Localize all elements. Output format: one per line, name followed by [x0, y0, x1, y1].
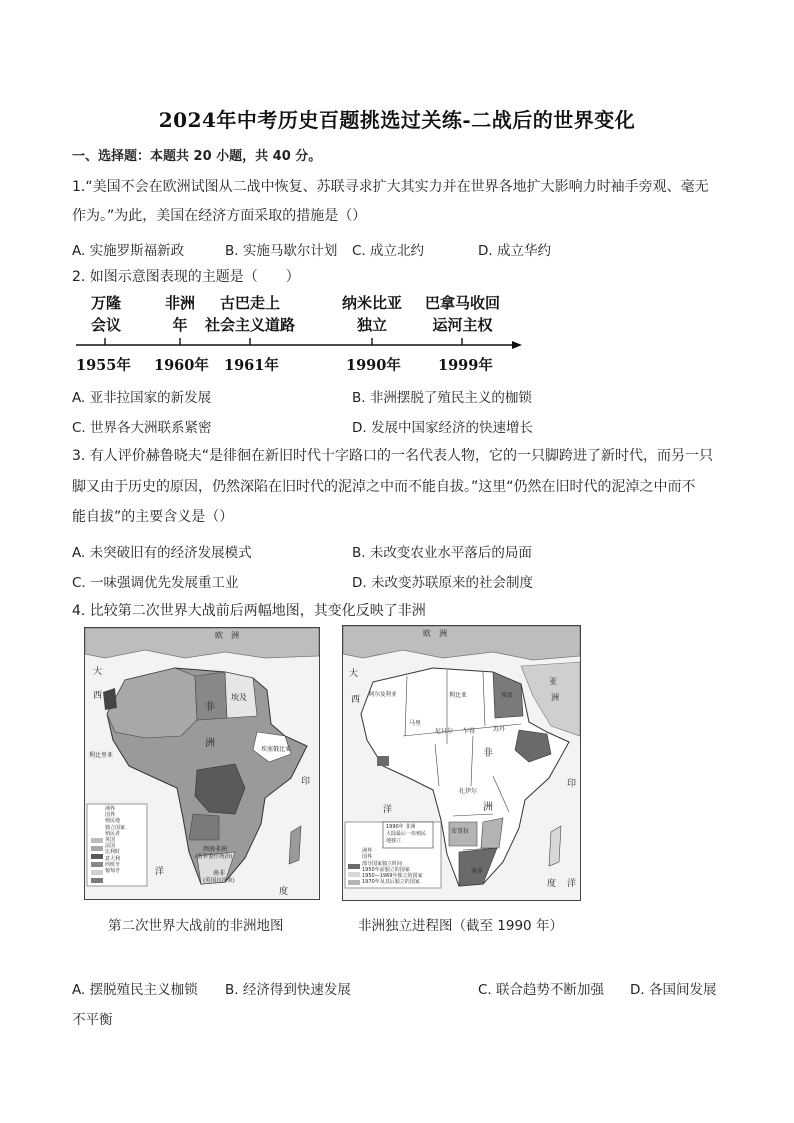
map-legend: 洲界 国界 殖民地 独立国家 殖民者 英国 法国 比利时 意大利 西班牙 葡萄牙: [105, 806, 126, 875]
map-label: 亚: [549, 677, 557, 686]
timeline-year: 1999年: [438, 357, 493, 374]
timeline: [70, 290, 530, 380]
map-label: 南非: [471, 868, 484, 875]
map-label: (英国自治领): [203, 878, 235, 884]
timeline-event-label: 纳米比亚 独立: [341, 294, 402, 334]
q4-stem: 4. 比较第二次世界大战前后两幅地图，其变化反映了非洲: [72, 603, 426, 619]
q2-option-b[interactable]: B. 非洲摆脱了殖民主义的枷锁: [352, 390, 532, 406]
q3-option-b[interactable]: B. 未改变农业水平落后的局面: [352, 545, 532, 561]
page-title: 2024年中考历史百题挑选过关练-二战后的世界变化: [158, 108, 636, 132]
map-label: 苏丹: [493, 726, 506, 733]
q2-option-c[interactable]: C. 世界各大洲联系紧密: [72, 420, 212, 436]
timeline-event-label: 万隆 会议: [90, 294, 121, 334]
timeline-event-label: 非洲 年: [164, 294, 195, 334]
map-label: 大: [93, 667, 103, 677]
map-label: 阿尔及利亚: [369, 692, 397, 698]
map-legend: 洲界 国界 部分国家独立时间 1950年前独立的国家 1950—1969年独立的国家 1970年及其后独立的国家: [362, 848, 423, 886]
map-label: 非: [483, 748, 493, 759]
q4-option-b[interactable]: B. 经济得到快速发展: [225, 982, 351, 998]
map-label: 洲: [551, 693, 559, 702]
map-label: 西: [93, 691, 103, 701]
q3-stem-line2: 脚又由于历史的原因，仍然深陷在旧时代的泥淖之中而不能自拔。”这里“仍然在旧时代的泥淖之中而不: [72, 479, 696, 495]
map-label: 利比里亚: [89, 752, 114, 759]
q1-option-c[interactable]: C. 成立北约: [352, 243, 425, 259]
q3-option-a[interactable]: A. 未突破旧有的经济发展模式: [72, 545, 252, 561]
timeline-event-label: 古巴走上 社会主义道路: [204, 294, 295, 334]
map-label: 度: [547, 879, 557, 889]
section-heading: 一、选择题：本题共 20 小题，共 40 分。: [72, 149, 322, 164]
map-label: 埃塞俄比亚: [261, 746, 292, 753]
map-label: 欧: [423, 629, 431, 638]
map-label: 洲: [205, 738, 215, 749]
timeline-axis: [70, 334, 530, 354]
q3-stem-line1: 3. 有人评价赫鲁晓夫“是徘徊在新旧时代十字路口的一名代表人物，它的一只脚跨进了新时代，而另一只: [72, 448, 714, 464]
map-label: 利比亚: [449, 692, 468, 699]
q4-option-d-continued: 不平衡: [72, 1012, 113, 1028]
map2-caption: 非洲独立进程图（截至 1990 年）: [358, 918, 563, 934]
map-label: 度: [279, 887, 289, 897]
q4-option-c[interactable]: C. 联合趋势不断加强: [478, 982, 605, 998]
q1-option-d[interactable]: D. 成立华约: [478, 243, 551, 259]
map-label: 洲: [231, 631, 239, 640]
map-label: 西南非洲: [203, 846, 228, 853]
q1-stem-line2: 作为。”为此，美国在经济方面采取的措施是（）: [72, 208, 367, 224]
timeline-year: 1961年: [224, 357, 279, 374]
map1-caption: 第二次世界大战前的非洲地图: [108, 918, 284, 934]
map-label: 马里: [409, 720, 422, 727]
map-label: 印: [301, 777, 311, 787]
map-label: 洋: [383, 805, 393, 815]
q2-option-d[interactable]: D. 发展中国家经济的快速增长: [352, 420, 533, 436]
q3-option-c[interactable]: C. 一味强调优先发展重工业: [72, 575, 239, 591]
q3-stem-line3: 能自拔”的主要含义是（）: [72, 509, 234, 525]
map-label: 扎伊尔: [459, 788, 478, 795]
map-label: 洲: [483, 802, 493, 813]
q1-option-b[interactable]: B. 实施马歇尔计划: [225, 243, 338, 259]
map-label: 南非: [213, 870, 226, 877]
q3-option-d[interactable]: D. 未改变苏联原来的社会制度: [352, 575, 533, 591]
map-label: 安哥拉: [451, 828, 470, 835]
q2-option-a[interactable]: A. 亚非拉国家的新发展: [72, 390, 212, 406]
map-note: 1990年 非洲 大陆最后一块殖民 地独立: [386, 824, 427, 844]
map-label: 西: [351, 695, 361, 705]
timeline-year: 1990年: [346, 357, 401, 374]
q4-option-d[interactable]: D. 各国间发展: [630, 982, 717, 998]
q2-stem: 2. 如图示意图表现的主题是（ ）: [72, 269, 300, 285]
map-label: 大: [349, 669, 359, 679]
q4-option-a[interactable]: A. 摆脱殖民主义枷锁: [72, 982, 198, 998]
timeline-year: 1960年: [154, 357, 209, 374]
q1-option-a[interactable]: A. 实施罗斯福新政: [72, 243, 185, 259]
map-label: 尼日尔: [435, 728, 454, 735]
map-africa-before-ww2: [84, 627, 320, 900]
map-label: 乍得: [463, 728, 476, 735]
map-africa-independence: [342, 625, 581, 901]
map-label: 欧: [215, 631, 223, 640]
map-label: (南非委任统治): [195, 854, 233, 860]
map-label: 埃及: [231, 693, 247, 702]
map-label: 洲: [439, 629, 447, 638]
timeline-year: 1955年: [76, 357, 131, 374]
q1-stem-line1: 1.“美国不会在欧洲试图从二战中恢复、苏联寻求扩大其实力并在世界各地扩大影响力时袖手旁观、毫无: [72, 179, 709, 195]
map-label: 洋: [567, 879, 577, 889]
map-label: 印: [567, 779, 577, 789]
map-label: 非: [205, 702, 215, 713]
map-label: 埃及: [501, 692, 514, 699]
map-label: 洋: [155, 867, 165, 877]
timeline-event-label: 巴拿马收回 运河主权: [424, 294, 500, 334]
